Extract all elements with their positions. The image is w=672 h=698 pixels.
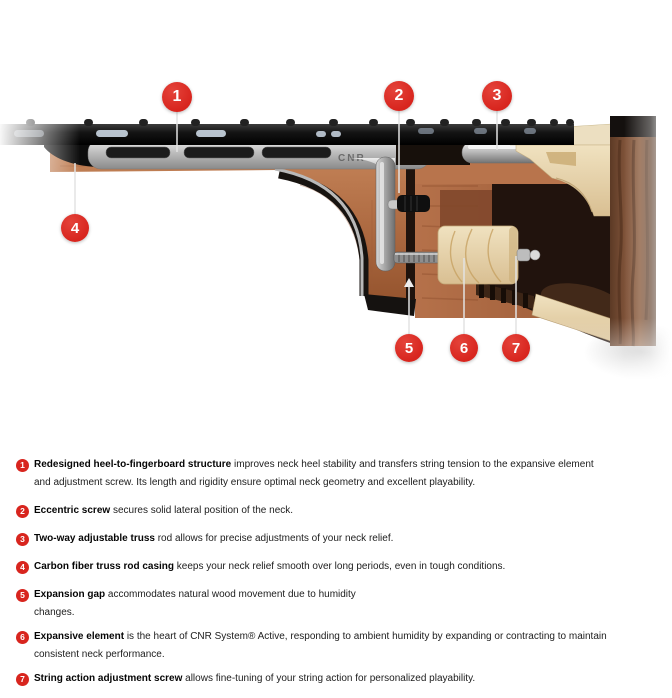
legend-item-7 <box>16 670 666 688</box>
callout-5-number: 5 <box>404 339 414 357</box>
legend-bullet-6: 6 <box>16 631 29 644</box>
bottom-fade <box>540 318 672 428</box>
callout-4-number: 4 <box>70 219 80 237</box>
legend-bullet-4: 4 <box>16 561 29 574</box>
callout-3-badge <box>482 81 512 111</box>
legend-desc-6-line2: consistent neck performance. <box>34 649 165 660</box>
callout-6-badge <box>450 334 478 362</box>
legend <box>16 456 666 698</box>
legend-bullet-3: 3 <box>16 533 29 546</box>
legend-term-4: Carbon fiber truss rod casing <box>34 561 175 572</box>
callout-4-badge <box>61 214 89 242</box>
legend-item-2 <box>16 502 666 520</box>
legend-bullet-1: 1 <box>16 459 29 472</box>
threaded-rod <box>394 252 444 263</box>
callout-5-badge <box>395 334 423 362</box>
legend-bullet-7: 7 <box>16 673 29 686</box>
legend-term-3: Two-way adjustable truss <box>34 533 155 544</box>
legend-item-4 <box>16 558 666 576</box>
expansion-gap <box>406 166 415 300</box>
callout-1-number: 1 <box>172 88 182 105</box>
legend-item-1 <box>16 456 666 492</box>
legend-desc-2: secures solid lateral position of the neck. <box>110 505 294 516</box>
legend-desc-5: accommodates natural wood movement due to humidity <box>105 589 356 600</box>
callout-7-badge <box>502 334 530 362</box>
legend-desc-5-line2: changes. <box>34 607 75 618</box>
aluminum-arm <box>376 157 395 271</box>
legend-bullet-5: 5 <box>16 589 29 602</box>
legend-term-5: Expansion gap <box>34 589 106 600</box>
left-fade <box>0 108 80 208</box>
aluminum-frame <box>88 139 430 271</box>
legend-bullet-2: 2 <box>16 505 29 518</box>
callout-6-number: 6 <box>459 339 469 357</box>
cnr-engraving: CNR <box>338 153 366 164</box>
string-action-screw <box>517 249 540 261</box>
callout-2-number: 2 <box>394 87 404 104</box>
legend-item-6 <box>16 628 666 664</box>
legend-term-2: Eccentric screw <box>34 505 111 516</box>
expansive-element <box>438 226 518 284</box>
block-notch <box>440 190 492 227</box>
legend-item-3 <box>16 530 666 548</box>
legend-item-5 <box>16 586 666 622</box>
callout-2-badge <box>384 81 414 111</box>
legend-desc-7: allows fine-tuning of your string action for personalized playability. <box>182 673 476 684</box>
legend-term-7: String action adjustment screw <box>34 673 183 684</box>
fingerboard <box>0 119 574 145</box>
legend-desc-1: improves neck heel stability and transfers string tension to the expansive element <box>231 459 594 470</box>
callout-7-number: 7 <box>511 339 521 357</box>
legend-term-6: Expansive element <box>34 631 125 642</box>
legend-desc-6: is the heart of CNR System® Active, responding to ambient humidity by expanding or contracting to maintain <box>124 631 607 642</box>
neck-heel-wood <box>50 148 416 316</box>
legend-desc-1-line2: and adjustment screw. Its length and rigidity ensure optimal neck geometry and excellent playability. <box>34 477 476 488</box>
callout-1-badge <box>162 82 192 112</box>
legend-desc-3: rod allows for precise adjustments of your neck relief. <box>154 533 394 544</box>
legend-desc-4: keeps your neck relief smooth over long periods, even in tough conditions. <box>174 561 506 572</box>
callout-3-number: 3 <box>492 87 502 104</box>
legend-term-1: Redesigned heel-to-fingerboard structure <box>34 459 232 470</box>
